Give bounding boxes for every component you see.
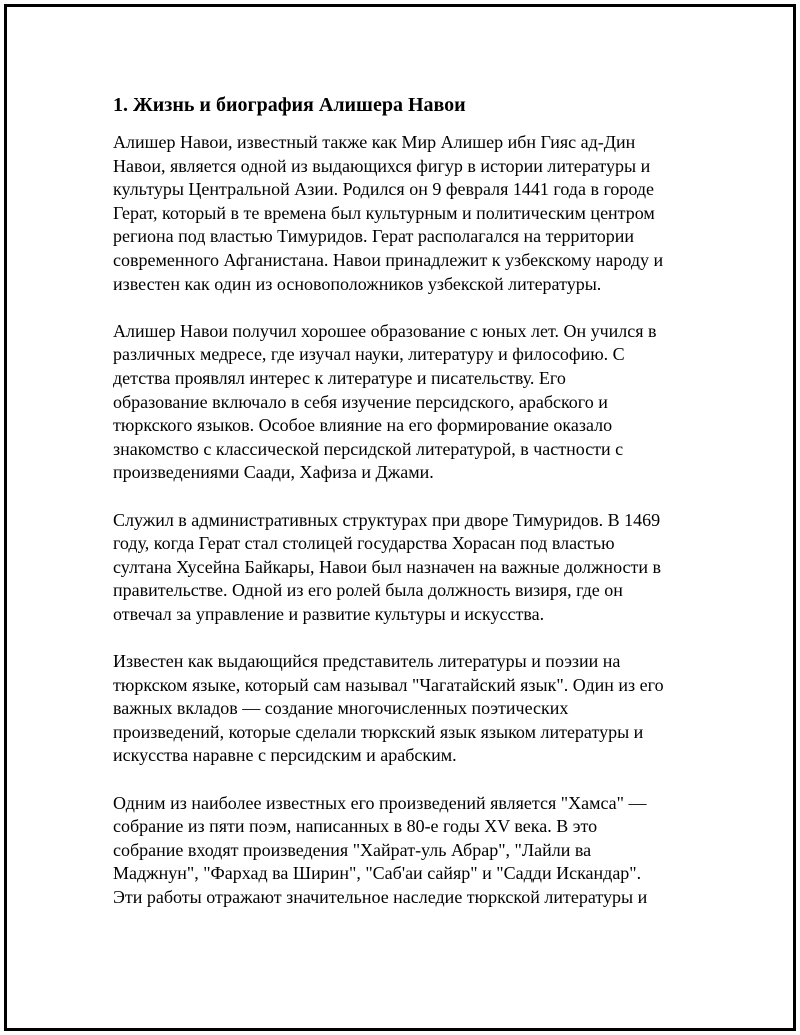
paragraph-4: Известен как выдающийся представитель литературы и поэзии на тюркском языке, который сам называл "Чагатайский язык". Один из его важных вкладов — создание многочисленных поэтических произведений, которые сделали тюркский язык языком литературы и искусства наравне с персидским и арабским. xyxy=(113,651,664,766)
paragraph-3: Служил в административных структурах при дворе Тимуридов. В 1469 году, когда Герат стал столицей государства Хорасан под властью султана Хусейна Байкары, Навои был назначен на важные должности в правительстве. Одной из его ролей была должность визиря, где он отвечал за управление и развитие культуры и искусства. xyxy=(113,509,661,624)
paragraph-5: Одним из наиболее известных его произведений является "Хамса" — собрание из пяти поэм, написанных в 80-е годы XV века. В это собрание входят произведения "Хайрат-уль Абрар", "Лайли ва Маджнун", "Фархад ва Ширин", "Саб'аи сайяр" и "Садди Искандар". Эти работы отражают значительное наследие тюркской литературы и xyxy=(113,792,648,907)
section-heading: 1. Жизнь и биография Алишера Навои xyxy=(113,94,466,116)
paragraph-2: Алишер Навои получил хорошее образование с юных лет. Он учился в различных медресе, где изучал науки, литературу и философию. С детства проявлял интерес к литературе и писательству. Его образование включало в себя изучение персидского, арабского и тюркского языков. Особое влияние на его формирование оказало знакомство с классической персидской литературой, в частности с произведениями Саади, Хафиза и Джами. xyxy=(113,320,657,483)
document-body xyxy=(113,93,683,933)
paragraph-1: Алишер Навои, известный также как Мир Алишер ибн Гияс ад-Дин Навои, является одной из выдающихся фигур в истории литературы и культуры Центральной Азии. Родился он 9 февраля 1441 года в городе Герат, который в те времена был культурным и политическим центром региона под властью Тимуридов. Герат располагался на территории современного Афганистана. Навои принадлежит к узбекскому народу и известен как один из основоположников узбекской литературы. xyxy=(113,132,664,294)
